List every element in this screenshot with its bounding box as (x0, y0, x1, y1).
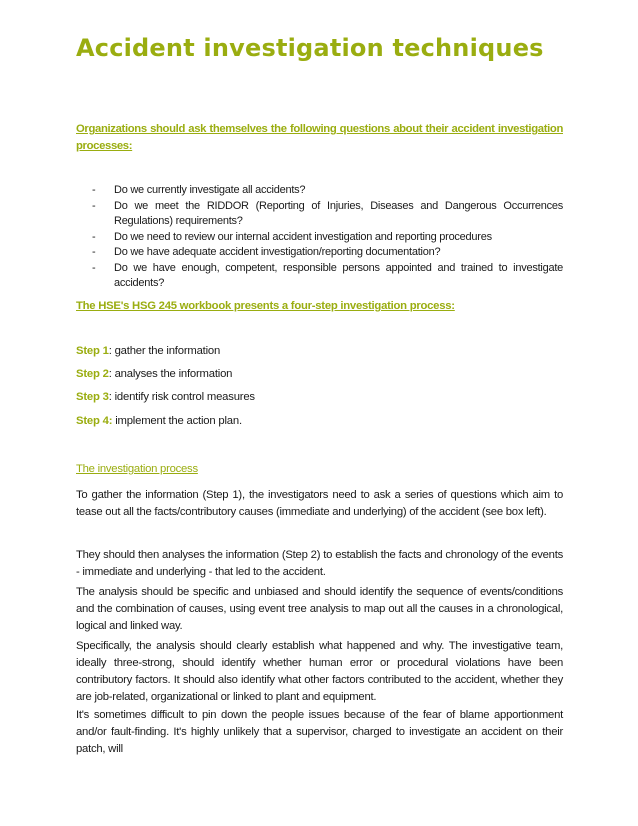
list-item (76, 261, 563, 292)
step-1 (76, 345, 220, 357)
list-item-text: Do we need to review our internal accident investigation and reporting procedures (114, 230, 492, 243)
step-text: identify risk control measures (111, 391, 255, 403)
process-heading: The investigation process (76, 463, 198, 475)
paragraph: To gather the information (Step 1), the investigators need to ask a series of questions which aim to tease out all the facts/contributory causes (immediate and underlying) of the accident (see box left). (76, 489, 563, 518)
step-sep: : (108, 391, 112, 403)
step-label: Step 3 (76, 391, 109, 403)
list-item-text: Do we have adequate accident investigation/reporting documentation? (114, 246, 441, 258)
paragraph: They should then analyses the information (Step 2) to establish the facts and chronology of the events - immediate and underlying - that led to the accident. (76, 549, 563, 578)
page-title: Accident investigation techniques (76, 34, 544, 62)
paragraph: The analysis should be specific and unbiased and should identify the sequence of events/conditions and the combination of causes, using event tree analysis to map out all the causes in a chronological, logical and linked way. (76, 586, 563, 632)
step-label: Step 1 (76, 345, 109, 357)
list-item (76, 230, 563, 246)
step-text: analyses the information (111, 368, 233, 380)
list-item-text: Do we have enough, competent, responsible persons appointed and trained to investigate accidents? (114, 261, 563, 289)
step-3 (76, 391, 255, 403)
paragraph: It's sometimes difficult to pin down the people issues because of the fear of blame apportionment and/or fault-finding. It's highly unlikely that a supervisor, charged to investigate an accident on their patch, will (76, 709, 563, 755)
step-2 (76, 368, 232, 380)
step-4 (76, 415, 242, 427)
list-item (76, 245, 563, 261)
intro-heading: Organizations should ask themselves the following questions about their accident investigation processes: (76, 123, 563, 152)
bullet-dash: - (92, 184, 96, 196)
paragraph: Specifically, the analysis should clearly establish what happened and why. The investigative team, ideally three-strong, should identify whether human error or procedural violations have been contributory factors. It should also identify what other factors contributed to the accident, whether they are job-related, organizational or linked to plant and equipment. (76, 640, 563, 703)
step-label: Step 4: (76, 415, 113, 427)
questions-list (76, 183, 563, 292)
step-text: implement the action plan. (112, 415, 242, 427)
step-sep: : (108, 368, 112, 380)
bullet-dash: - (92, 199, 96, 212)
hse-heading: The HSE's HSG 245 workbook presents a four-step investigation process: (76, 300, 455, 312)
list-item-text: Do we meet the RIDDOR (Reporting of Injuries, Diseases and Dangerous Occurrences Regulations) requirements? (114, 199, 563, 227)
step-sep: : (108, 345, 112, 357)
bullet-dash: - (92, 230, 96, 243)
list-item (76, 199, 563, 230)
step-label: Step 2 (76, 368, 109, 380)
list-item (76, 183, 563, 199)
list-item-text: Do we currently investigate all accidents? (114, 184, 306, 196)
bullet-dash: - (92, 246, 96, 258)
bullet-dash: - (92, 261, 96, 274)
step-text: gather the information (111, 345, 221, 357)
